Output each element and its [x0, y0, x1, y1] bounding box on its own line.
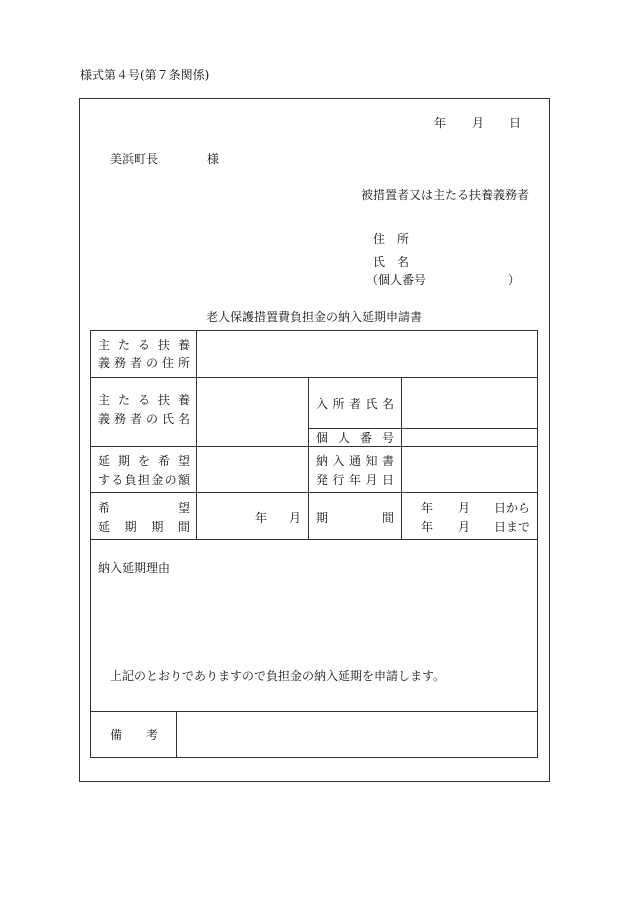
column-divider — [196, 330, 197, 539]
from-month-label: 月 — [458, 501, 471, 515]
applicant-id-close: ） — [508, 273, 521, 287]
document-title: 老人保護措置費負担金の納入延期申請書 — [206, 310, 423, 324]
table-border-bottom — [90, 757, 538, 758]
period-label-line1: 希 望 — [98, 501, 190, 515]
column-divider — [308, 377, 309, 539]
row-divider — [90, 446, 538, 447]
resident-name-label: 入所者氏名 — [316, 397, 394, 411]
period-year-label: 年 — [255, 511, 268, 525]
row-divider — [308, 428, 538, 429]
date-year-label: 年 — [434, 116, 447, 130]
address-label-line2: 義務者の住所 — [98, 356, 190, 370]
to-month-label: 月 — [458, 520, 471, 534]
period-label-line2: 延期期間 — [98, 520, 190, 534]
addressee: 美浜町長 — [110, 152, 159, 166]
address-label-line1: 主たる扶養 — [98, 338, 190, 352]
reason-label: 納入延期理由 — [98, 561, 171, 575]
honorific: 様 — [207, 152, 220, 166]
date-month-label: 月 — [472, 116, 485, 130]
name-label-line2: 義務者の氏名 — [98, 412, 190, 426]
from-year-label: 年 — [421, 501, 434, 515]
applicant-title: 被措置者又は主たる扶養義務者 — [361, 188, 530, 202]
from-day-label: 日から — [494, 501, 531, 515]
date-day-label: 日 — [509, 116, 522, 130]
table-border-left — [90, 330, 91, 758]
personal-number-label: 個人番号 — [316, 431, 394, 445]
amount-label-line1: 延期を希望 — [98, 454, 190, 468]
row-divider — [90, 711, 538, 712]
row-divider — [90, 539, 538, 540]
remarks-label: 備 考 — [110, 728, 158, 742]
applicant-id-open: （個人番号 — [366, 273, 427, 287]
notice-label-line1: 納入通知書 — [316, 454, 394, 468]
applicant-address-label: 住 所 — [373, 232, 410, 246]
column-divider — [176, 711, 177, 758]
name-label-line1: 主たる扶養 — [98, 393, 190, 407]
applicant-name-label: 氏 名 — [373, 255, 410, 269]
table-border-top — [90, 330, 538, 331]
notice-label-line2: 発行年月日 — [316, 473, 394, 487]
application-table — [90, 330, 538, 758]
term-label: 期 間 — [316, 511, 394, 525]
to-year-label: 年 — [421, 520, 434, 534]
period-month-label: 月 — [289, 511, 302, 525]
row-divider — [90, 377, 538, 378]
amount-label-line2: する負担金の額 — [98, 473, 190, 487]
application-statement: 上記のとおりでありますので負担金の納入延期を申請します。 — [110, 669, 446, 683]
row-divider — [90, 492, 538, 493]
form-number: 様式第４号(第７条関係) — [80, 68, 210, 82]
to-day-label: 日まで — [494, 520, 531, 534]
table-border-right — [537, 330, 538, 758]
column-divider — [401, 377, 402, 539]
